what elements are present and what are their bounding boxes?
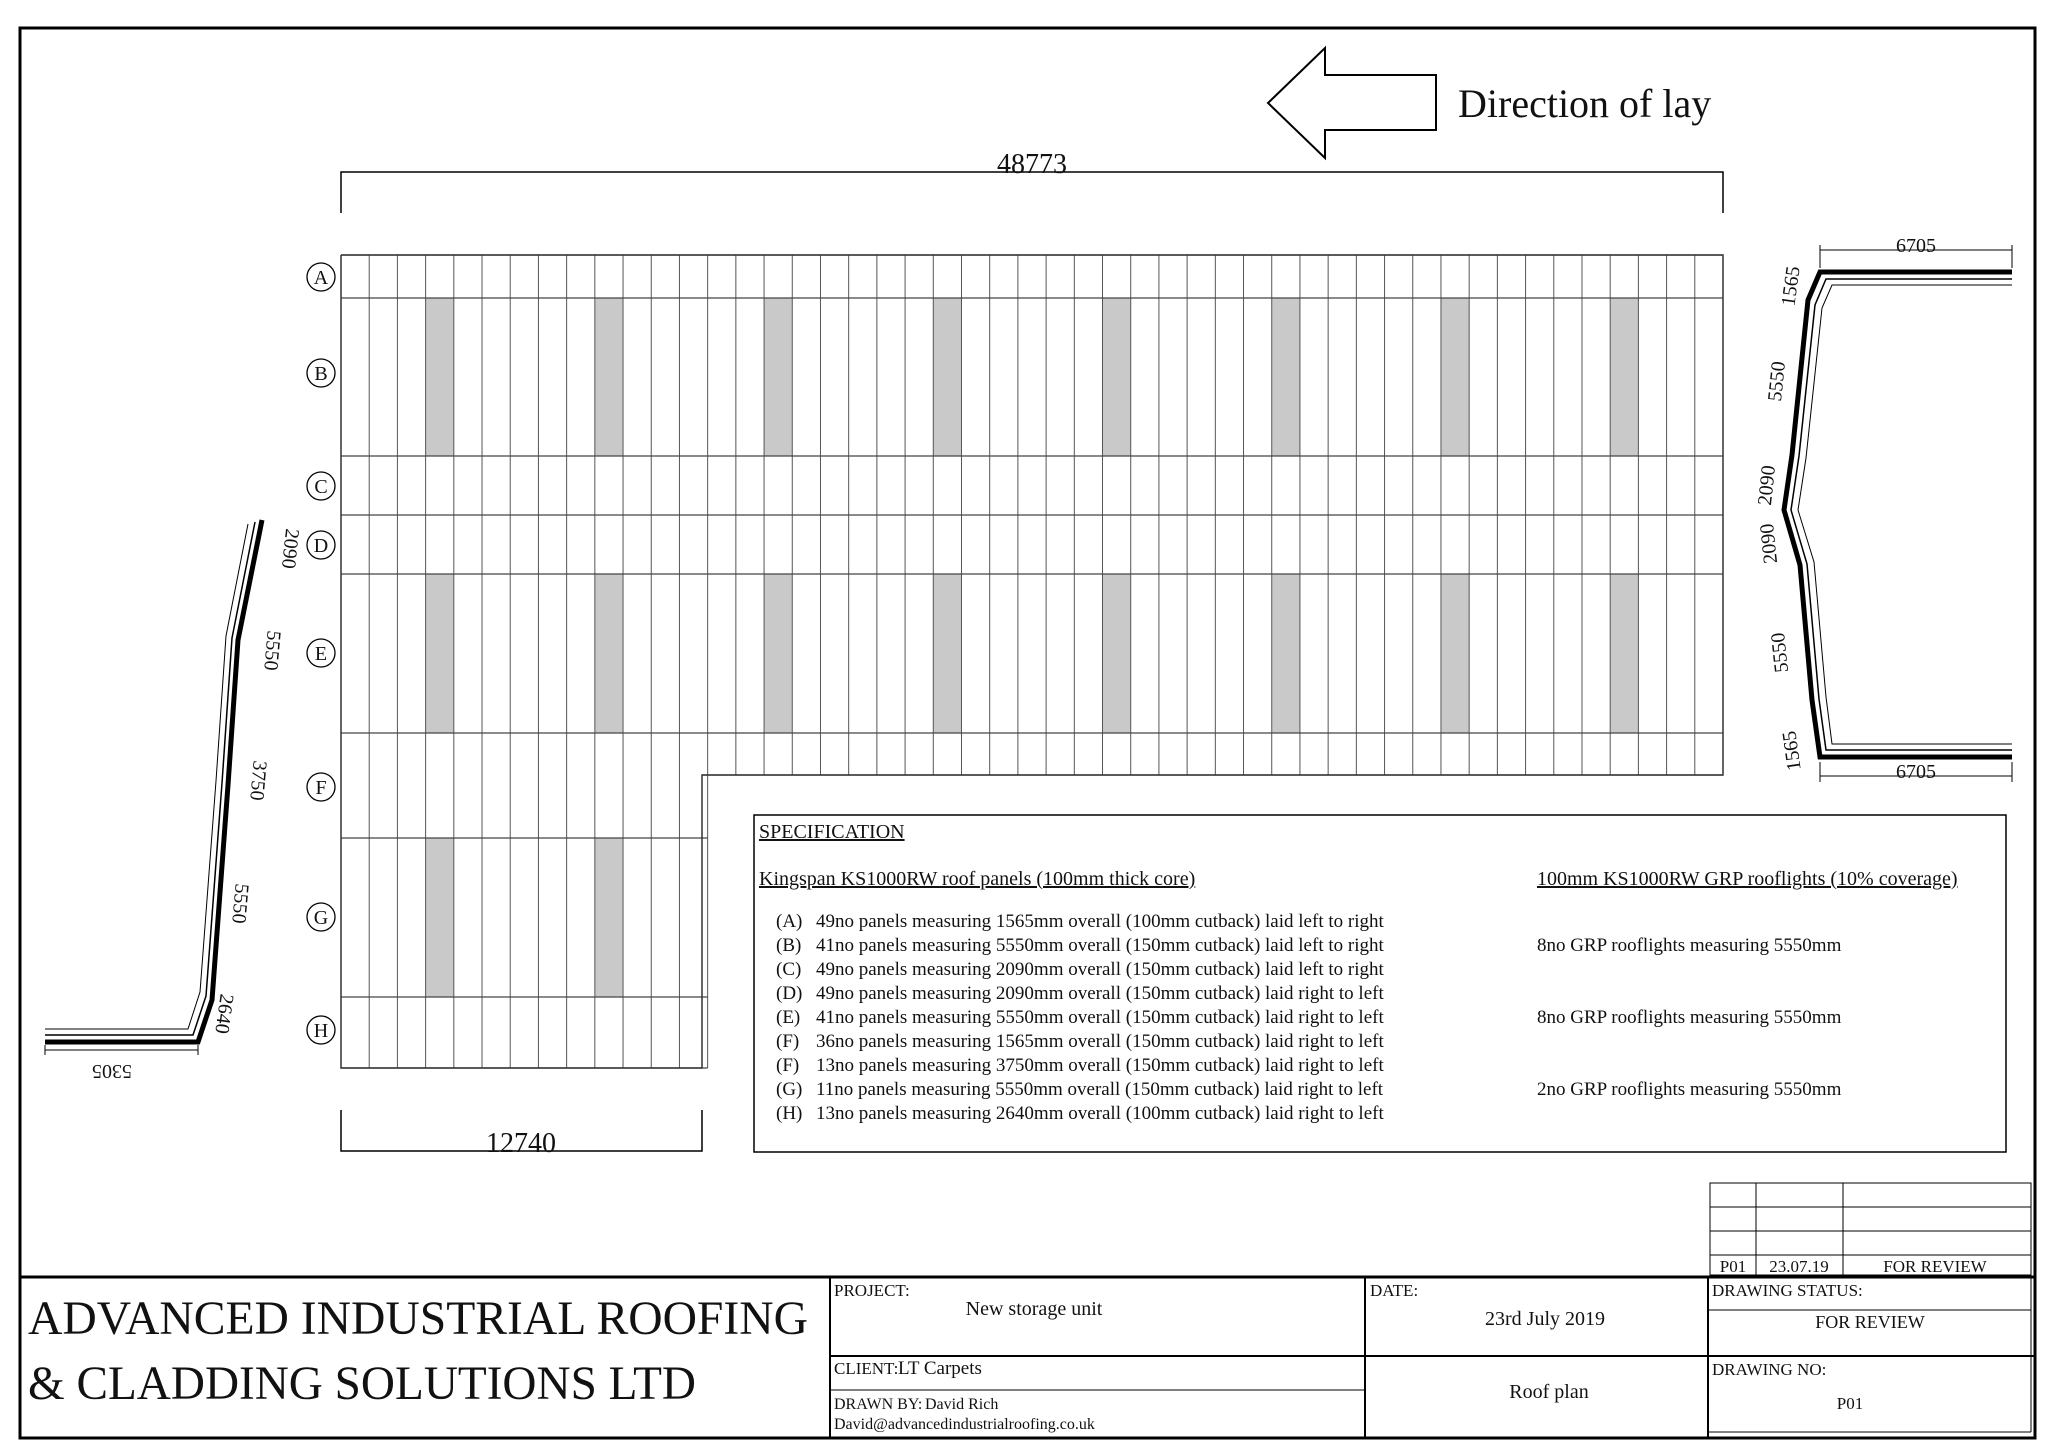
spec-item-code: (D)	[776, 983, 803, 1004]
rooflight	[1103, 574, 1131, 733]
overall-dimension-value: 48773	[997, 149, 1067, 180]
row-label: E	[314, 643, 328, 665]
spec-item-text: 41no panels measuring 5550mm overall (150mm cutback) laid right to left	[816, 1007, 1384, 1028]
left-dim-1: 2090	[276, 527, 303, 570]
right-dim-5: 5550	[1767, 631, 1794, 674]
drawing-number-label: DRAWING NO:	[1712, 1360, 1827, 1379]
rooflights-heading: 100mm KS1000RW GRP rooflights (10% coverage)	[1537, 868, 1958, 890]
spec-item-text: 11no panels measuring 5550mm overall (150mm cutback) laid right to left	[816, 1079, 1384, 1100]
spec-item-code: (E)	[776, 1007, 801, 1028]
row-label: C	[314, 476, 328, 498]
client-value: LT Carpets	[898, 1358, 982, 1379]
specification-heading: SPECIFICATION	[759, 821, 905, 843]
date-value: 23rd July 2019	[1485, 1308, 1605, 1330]
spec-item-text: 13no panels measuring 3750mm overall (150mm cutback) laid right to left	[816, 1055, 1384, 1076]
rooflight	[764, 574, 792, 733]
rooflight	[1441, 574, 1469, 733]
left-dim-3: 3750	[245, 759, 271, 802]
left-dim-4: 5550	[227, 882, 253, 925]
revision-number: P01	[1719, 1257, 1747, 1276]
row-label: F	[315, 777, 327, 799]
spec-item-text: 41no panels measuring 5550mm overall (150mm cutback) laid left to right	[816, 935, 1384, 956]
spec-item-rooflight: 8no GRP rooflights measuring 5550mm	[1537, 1007, 1842, 1028]
right-dim-2: 5550	[1764, 360, 1791, 403]
right-bottom-width: 6705	[1896, 761, 1936, 783]
direction-of-lay-arrow	[1268, 48, 1711, 158]
date-label: DATE:	[1370, 1281, 1419, 1300]
lower-dimension-value: 12740	[486, 1128, 556, 1159]
right-dim-4: 2090	[1756, 522, 1783, 565]
rooflight	[426, 298, 454, 456]
right-top-width: 6705	[1896, 235, 1936, 257]
direction-label: Direction of lay	[1458, 81, 1712, 126]
spec-item-code: (F)	[776, 1031, 800, 1052]
revision-entries	[1720, 1257, 1988, 1276]
client-label: CLIENT:	[834, 1359, 899, 1378]
row-label: H	[313, 1020, 329, 1042]
right-dim-3: 2090	[1754, 464, 1781, 507]
rooflight	[595, 838, 623, 997]
rooflight	[426, 838, 454, 997]
spec-item-code: (C)	[776, 959, 802, 980]
spec-item-code: (G)	[776, 1079, 803, 1100]
drawing-title: Roof plan	[1509, 1381, 1589, 1403]
revision-date: 23.07.19	[1769, 1257, 1829, 1276]
right-section-view	[1784, 245, 2012, 782]
project-label: PROJECT:	[834, 1281, 910, 1300]
right-dim-1: 1565	[1777, 264, 1805, 308]
row-label: B	[314, 363, 328, 385]
drawn-by-label: DRAWN BY:	[834, 1396, 923, 1413]
spec-item-code: (F)	[776, 1055, 800, 1076]
specification-items	[776, 911, 1842, 1124]
project-value: New storage unit	[965, 1298, 1103, 1320]
left-dim-2: 5550	[259, 629, 285, 672]
drawn-by-email: David@advancedindustrialroofing.co.uk	[834, 1416, 1095, 1433]
panels-heading: Kingspan KS1000RW roof panels (100mm thick core)	[759, 868, 1196, 890]
left-dim-6: 5305	[92, 1060, 132, 1082]
row-labels	[307, 263, 335, 1044]
left-arrow-icon	[1268, 48, 1436, 158]
drawing-number-value: P01	[1836, 1394, 1864, 1413]
rooflight	[595, 298, 623, 456]
rooflight	[1272, 574, 1300, 733]
rooflight	[1103, 298, 1131, 456]
lower-dimension	[341, 1110, 702, 1159]
right-section-labels	[1754, 235, 1936, 783]
drawing-status-label: DRAWING STATUS:	[1712, 1281, 1863, 1300]
spec-item-text: 13no panels measuring 2640mm overall (100mm cutback) laid right to left	[816, 1103, 1384, 1124]
spec-item-rooflight: 2no GRP rooflights measuring 5550mm	[1537, 1079, 1842, 1100]
drawing-status-value: FOR REVIEW	[1815, 1312, 1925, 1332]
rooflight	[1610, 574, 1638, 733]
spec-item-code: (H)	[776, 1103, 803, 1124]
spec-item-code: (A)	[776, 911, 803, 932]
spec-item-rooflight: 8no GRP rooflights measuring 5550mm	[1537, 935, 1842, 956]
row-label: D	[313, 535, 329, 557]
company-name-line1: ADVANCED INDUSTRIAL ROOFING	[28, 1292, 808, 1345]
left-section-view	[45, 520, 262, 1055]
left-dim-5: 2640	[210, 992, 238, 1036]
spec-item-text: 49no panels measuring 2090mm overall (150mm cutback) laid right to left	[816, 983, 1384, 1004]
right-dim-6: 1565	[1778, 729, 1806, 773]
drawn-by-value: David Rich	[925, 1396, 999, 1413]
rooflight	[933, 298, 961, 456]
row-label: G	[313, 907, 329, 929]
rooflight	[764, 298, 792, 456]
spec-item-text: 36no panels measuring 1565mm overall (150mm cutback) laid right to left	[816, 1031, 1384, 1052]
rooflight	[1610, 298, 1638, 456]
row-label: A	[313, 267, 329, 289]
rooflight	[933, 574, 961, 733]
company-name-line2: & CLADDING SOLUTIONS LTD	[28, 1357, 696, 1410]
spec-item-text: 49no panels measuring 1565mm overall (100mm cutback) laid left to right	[816, 911, 1384, 932]
overall-dimension	[341, 149, 1723, 213]
rooflight	[595, 574, 623, 733]
spec-item-code: (B)	[776, 935, 802, 956]
rooflight	[1441, 298, 1469, 456]
specification-box	[754, 815, 2006, 1152]
revision-status: FOR REVIEW	[1883, 1257, 1987, 1276]
rooflight	[1272, 298, 1300, 456]
rooflight	[426, 574, 454, 733]
spec-item-text: 49no panels measuring 2090mm overall (150mm cutback) laid left to right	[816, 959, 1384, 980]
